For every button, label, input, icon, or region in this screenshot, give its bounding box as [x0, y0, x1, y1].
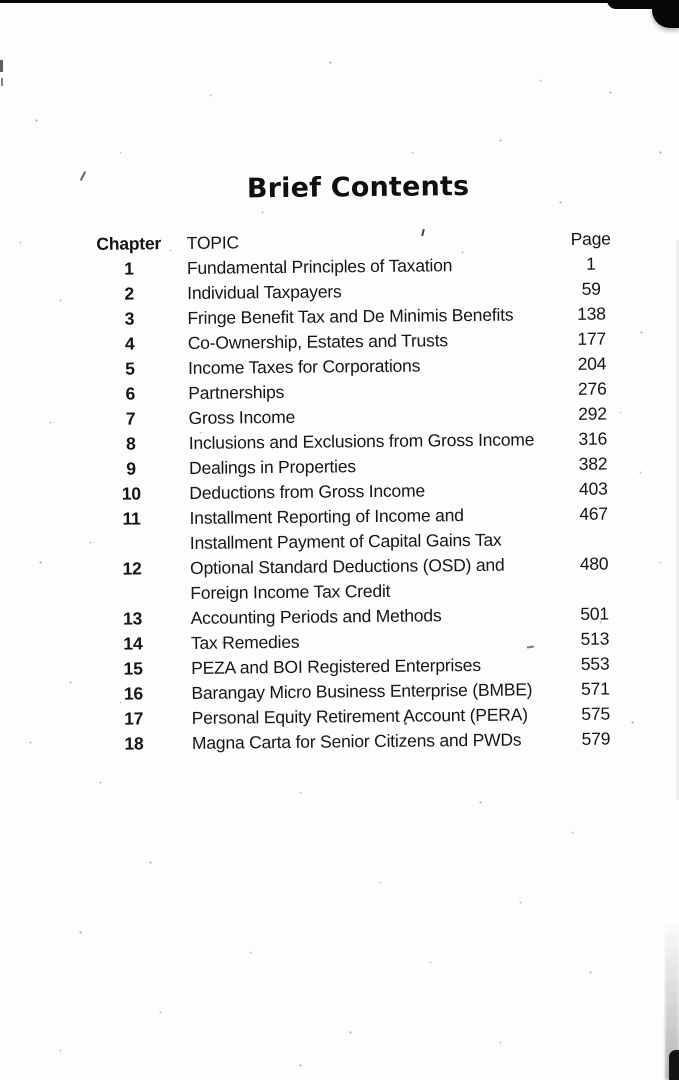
chapter-number: 10 [121, 483, 141, 504]
topic-line-1: Income Taxes for Corporations [187, 355, 421, 378]
chapter-number: 9 [126, 458, 136, 479]
topic-line-1: Installment Reporting of Income and [189, 505, 464, 528]
chapter-number: 12 [122, 558, 142, 579]
page-number: 579 [581, 728, 611, 749]
toc-row [92, 551, 632, 607]
chapter-number: 7 [125, 408, 136, 429]
page-number: 276 [577, 378, 607, 399]
page-number: 59 [581, 278, 601, 299]
topic-line-1: Dealings in Properties [188, 456, 356, 478]
topic-line-1: Gross Income [188, 406, 296, 428]
page-number: 1 [586, 253, 596, 274]
scan-corner-top-right [652, 0, 679, 28]
chapter-column-header: Chapter [96, 233, 162, 254]
topic-line-2: Installment Payment of Capital Gains Tax [189, 529, 502, 553]
paper-speckles [0, 0, 1, 1]
page-number: 204 [577, 353, 607, 374]
chapter-number: 15 [123, 658, 143, 679]
page-number: 138 [577, 303, 606, 324]
page-number: 467 [579, 503, 608, 524]
toc-rows [89, 251, 634, 757]
chapter-number: 5 [125, 358, 135, 379]
page-column-header: Page [570, 228, 611, 249]
chapter-number: 13 [122, 608, 143, 629]
topic-line-1: Barangay Micro Business Enterprise (BMBE) [191, 679, 533, 703]
toc-table [89, 226, 634, 757]
topic-column-header: TOPIC [186, 232, 239, 253]
page-number: 316 [578, 428, 608, 449]
page-number: 382 [578, 453, 608, 474]
page-title: Brief Contents [246, 171, 470, 205]
page-number: 571 [580, 678, 610, 699]
page-number: 575 [581, 703, 611, 724]
page-content [88, 170, 634, 757]
topic-title [174, 727, 558, 756]
chapter-number: 4 [124, 333, 135, 354]
page-number: 292 [578, 403, 607, 424]
topic-title [171, 502, 556, 556]
page-number: 501 [580, 603, 610, 624]
topic-line-1: Optional Standard Deductions (OSD) and [190, 554, 505, 578]
page-number: 177 [577, 328, 607, 349]
topic-title [172, 552, 557, 606]
topic-line-1: Co-Ownership, Estates and Trusts [187, 330, 448, 353]
scan-mark-left [1, 78, 3, 86]
chapter-number: 17 [124, 708, 144, 729]
topic-line-1: PEZA and BOI Registered Enterprises [191, 654, 481, 678]
chapter-number: 6 [125, 383, 136, 404]
page-number: 553 [580, 653, 610, 674]
topic-line-1: Personal Equity Retirement Account (PERA) [191, 704, 528, 728]
toc-row [91, 501, 631, 557]
page-number: 513 [580, 628, 610, 649]
chapter-number: 1 [124, 258, 134, 279]
topic-line-1: Inclusions and Exclusions from Gross Income [188, 429, 535, 453]
page-number: 403 [578, 478, 608, 499]
chapter-number: 11 [122, 508, 141, 529]
topic-line-2: Foreign Income Tax Credit [190, 580, 391, 603]
chapter-number: 18 [124, 733, 144, 754]
scan-speck-mark [80, 171, 86, 181]
topic-line-1: Fundamental Principles of Taxation [186, 255, 453, 278]
topic-line-1: Magna Carta for Senior Citizens and PWDs [191, 729, 522, 753]
topic-line-1: Partnerships [188, 381, 285, 403]
chapter-number: 14 [123, 633, 143, 654]
scan-mark-left [0, 60, 3, 72]
chapter-number: 2 [124, 283, 135, 304]
topic-line-1: Deductions from Gross Income [189, 480, 426, 503]
topic-line-1: Tax Remedies [190, 631, 300, 653]
chapter-number: 8 [125, 433, 136, 454]
topic-line-1: Individual Taxpayers [187, 281, 342, 303]
chapter-number: 3 [124, 308, 135, 329]
page-number: 480 [579, 553, 609, 574]
scan-corner-bottom-right [669, 1050, 679, 1080]
topic-line-1: Fringe Benefit Tax and De Minimis Benefits [187, 304, 514, 328]
toc-row [94, 726, 634, 757]
scan-edge-top [0, 0, 679, 3]
topic-line-1: Accounting Periods and Methods [190, 605, 442, 628]
chapter-number: 16 [123, 683, 144, 704]
